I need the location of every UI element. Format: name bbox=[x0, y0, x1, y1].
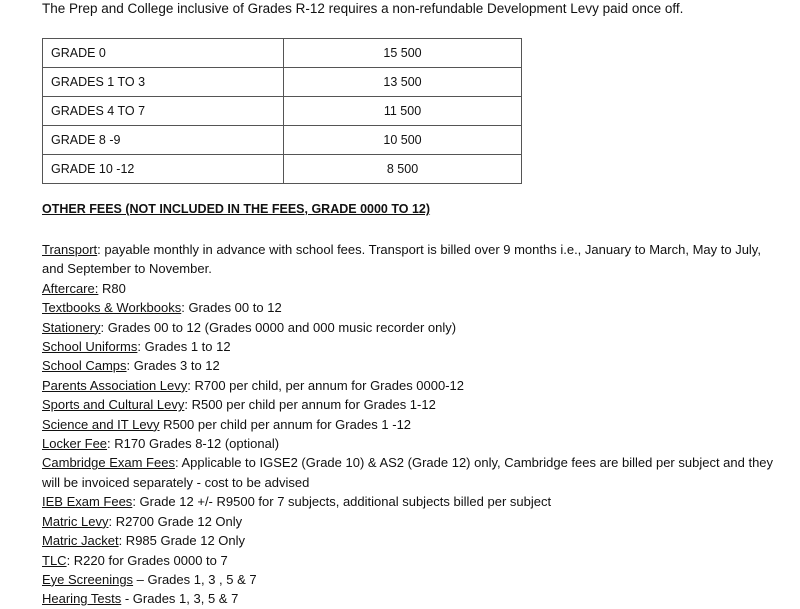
table-row bbox=[43, 155, 522, 184]
table-row bbox=[43, 68, 522, 97]
grade-cell: GRADE 10 -12 bbox=[43, 155, 284, 184]
fee-label: Transport bbox=[42, 242, 98, 257]
fee-text: : R500 per child per annum for Grades 1-12 bbox=[184, 397, 436, 413]
fee-label: TLC bbox=[42, 552, 67, 568]
table-row bbox=[43, 126, 522, 155]
amount-cell: 10 500 bbox=[284, 126, 522, 155]
table-row bbox=[43, 39, 522, 68]
fee-text: : R2700 Grade 12 Only bbox=[108, 513, 243, 529]
fee-item-textbooks bbox=[42, 298, 782, 317]
grade-cell: GRADES 4 TO 7 bbox=[43, 97, 284, 126]
fee-label: Hearing Tests bbox=[42, 591, 122, 607]
fee-text: : Grades 1 to 12 bbox=[137, 339, 231, 355]
fee-item-hearing-tests bbox=[42, 589, 782, 608]
fee-item-locker bbox=[42, 434, 782, 453]
grade-cell: GRADE 8 -9 bbox=[43, 126, 284, 155]
fee-label: Eye Screenings bbox=[42, 571, 134, 587]
fee-text: : Applicable to IGSE2 (Grade 10) & AS2 (Grade 12) only, Cambridge fees are billed per subject and they will be invoiced separately - cost to be advised bbox=[42, 455, 774, 490]
fee-text: : R170 Grades 8-12 (optional) bbox=[107, 436, 280, 452]
table-row bbox=[43, 97, 522, 126]
amount-cell: 8 500 bbox=[284, 155, 522, 184]
amount-cell: 15 500 bbox=[284, 39, 522, 68]
fee-text: : R220 for Grades 0000 to 7 bbox=[66, 552, 228, 568]
fee-item-transport bbox=[42, 240, 782, 279]
fee-text: – Grades 1, 3 , 5 & 7 bbox=[133, 571, 257, 587]
fee-label: Locker Fee bbox=[42, 436, 108, 452]
fee-label: Matric Jacket bbox=[42, 533, 119, 549]
fee-item-sports-levy bbox=[42, 395, 782, 414]
fee-item-tlc bbox=[42, 551, 782, 570]
fee-text: : Grade 12 +/- R9500 for 7 subjects, additional subjects billed per subject bbox=[132, 494, 552, 510]
fee-item-cambridge bbox=[42, 453, 782, 492]
fee-label: School Uniforms bbox=[42, 339, 138, 355]
fee-item-camps bbox=[42, 356, 782, 375]
fee-item-eye-screenings bbox=[42, 570, 782, 589]
fee-text: R500 per child per annum for Grades 1 -12 bbox=[159, 416, 412, 432]
fee-item-science-levy bbox=[42, 415, 782, 434]
fee-label: Parents Association Levy bbox=[42, 377, 188, 393]
fee-label: Cambridge Exam Fees bbox=[42, 455, 175, 471]
grade-cell: GRADE 0 bbox=[43, 39, 284, 68]
fee-text: : Grades 3 to 12 bbox=[126, 358, 220, 374]
fee-label: Sports and Cultural Levy bbox=[42, 397, 185, 413]
fee-item-matric-levy bbox=[42, 512, 782, 531]
amount-cell: 11 500 bbox=[284, 97, 522, 126]
fee-label: Matric Levy bbox=[42, 513, 109, 529]
fee-text: : Grades 00 to 12 (Grades 0000 and 000 music recorder only) bbox=[100, 319, 457, 335]
fee-text: R80 bbox=[98, 280, 126, 296]
grade-cell: GRADES 1 TO 3 bbox=[43, 68, 284, 97]
fee-item-aftercare bbox=[42, 279, 782, 298]
fee-item-parents-levy bbox=[42, 376, 782, 395]
fee-label: IEB Exam Fees bbox=[42, 494, 133, 510]
fee-label: Textbooks & Workbooks bbox=[42, 300, 182, 316]
fee-label: Stationery bbox=[42, 319, 101, 335]
fee-item-matric-jacket bbox=[42, 531, 782, 550]
fee-text: : payable monthly in advance with school fees. Transport is billed over 9 months i.e., January to March, May to July, and September to November. bbox=[42, 242, 761, 277]
fee-text: : Grades 00 to 12 bbox=[181, 300, 282, 316]
intro-text: The Prep and College inclusive of Grades R-12 requires a non-refundable Development Levy paid once off. bbox=[42, 1, 684, 16]
development-levy-table bbox=[42, 38, 522, 184]
amount-cell: 13 500 bbox=[284, 68, 522, 97]
fee-label: Aftercare: bbox=[42, 280, 99, 296]
fee-text: - Grades 1, 3, 5 & 7 bbox=[121, 591, 239, 607]
fee-label: Science and IT Levy bbox=[42, 416, 160, 432]
other-fees-heading: OTHER FEES (NOT INCLUDED IN THE FEES, GRADE 0000 TO 12) bbox=[42, 202, 431, 216]
fee-item-uniforms bbox=[42, 337, 782, 356]
fee-item-ieb bbox=[42, 492, 782, 511]
fee-item-stationery bbox=[42, 318, 782, 337]
fee-text: : R700 per child, per annum for Grades 0000-12 bbox=[187, 377, 465, 393]
fee-label: School Camps bbox=[42, 358, 127, 374]
fee-text: : R985 Grade 12 Only bbox=[118, 533, 246, 549]
other-fees-list bbox=[42, 240, 782, 609]
